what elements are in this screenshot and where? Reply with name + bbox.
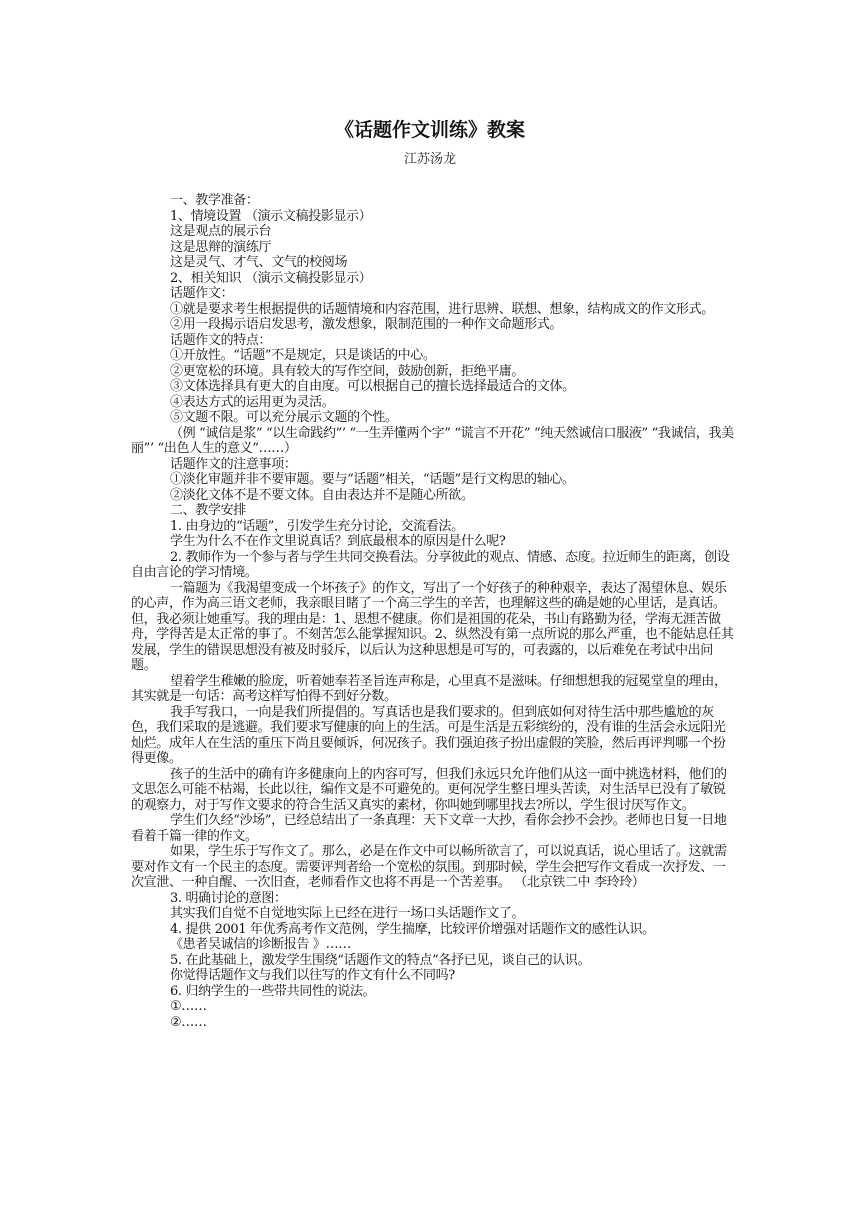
paragraph: ⑤文题不限。可以充分展示文题的个性。 bbox=[170, 410, 398, 425]
paragraph: 这是观点的展示台 bbox=[170, 224, 272, 239]
paragraph: 二、教学安排 bbox=[170, 503, 246, 518]
paragraph: 5. 在此基础上，激发学生围绕“话题作文的特点”各抒已见，谈自己的认识。 bbox=[170, 952, 591, 968]
paragraph: 话题作文： bbox=[170, 286, 234, 301]
paragraph: ①…… bbox=[170, 999, 207, 1014]
page-title: 《话题作文训练》教案 bbox=[334, 119, 525, 141]
paragraph: 1. 由身边的“话题”，引发学生充分讨论，交流看法。 bbox=[170, 518, 464, 534]
paragraph: 如果，学生乐于写作文了。那么，必是在作文中可以畅所欲言了，可以说真话，说心里话了。这就需要对作文有一个民主的态度。需要评判者给一个宽松的氛围。到那时候，学生会把写作文看成一次抒发、一次宣泄、一种自醒、一次旧查，老师看作文也将不再是一个苦差事。 （北京铁二中 李玲玲） bbox=[131, 844, 727, 890]
paragraph: 我手写我口，一向是我们所提倡的。写真话也是我们要求的。但到底如何对待生活中那些尴尬的灰色，我们采取的是逃避。我们要求写健康的向上的生活。可是生活是五彩缤纷的，没有谁的生活会永远阳光灿烂。成年人在生活的重压下尚且要倾诉，何况孩子。我们强迫孩子扮出虚假的笑脸，然后再评判哪一个扮得更像。 bbox=[131, 704, 726, 766]
paragraph: 其实我们自觉不自觉地实际上已经在进行一场口头话题作文了。 bbox=[170, 906, 525, 921]
paragraph: 4. 提供 2001 年优秀高考作文范例，学生揣摩，比较评价增强对话题作文的感性认识。 bbox=[170, 921, 655, 937]
paragraph: 1、情境设置 （演示文稿投影显示） bbox=[170, 208, 372, 224]
author-line: 江苏汤龙 bbox=[403, 152, 456, 167]
paragraph: ④表达方式的运用更为灵活。 bbox=[170, 394, 335, 410]
paragraph: 这是灵气、才气、文气的校阅场 bbox=[170, 255, 348, 270]
paragraph: 6. 归纳学生的一些带共同性的说法。 bbox=[170, 983, 376, 999]
paragraph: 这是思辩的演练厅 bbox=[170, 239, 272, 255]
paragraph: 3. 明确讨论的意图： bbox=[170, 890, 287, 906]
paragraph: ①就是要求考生根据提供的话题情境和内容范围，进行思辨、联想、想象，结构成文的作文形式。 bbox=[170, 301, 714, 317]
paragraph: ②更宽松的环境。具有较大的写作空间，鼓励创新，拒绝平庸。 bbox=[170, 363, 525, 379]
paragraph: （例 “诚信是浆” “以生命践约”’ “一生弄懂两个字” “谎言不开花” “纯天然诚信口服液” “我诚信，我美丽”’ “出色人生的意义”……） bbox=[131, 425, 734, 456]
paragraph: ①淡化审题并非不要审题。要与“话题”相关，“话题”是行文构思的轴心。 bbox=[170, 472, 575, 487]
paragraph: 一篇题为《我渴望变成一个坏孩子》的作文，写出了一个好孩子的种种艰辛，表达了渴望休息、娱乐的心声，作为高三语文老师，我亲眼目睹了一个高三学生的辛苦，也理解这些的确是她的心里话，是真话。但，我必须让她重写。我的理由是：1、思想不健康。你们是祖国的花朵，书山有路勤为径，学海无涯苦做舟，学得苦是太正常的事了。不刻苦怎么能掌握知识。2、纵然没有第一点所说的那么严重，也不能姑息任其发展，学生的错误思想没有被及时驳斥，以后认为这种思想是可写的，可表露的，以后难免在考试中出问题。 bbox=[131, 580, 734, 673]
paragraph: ②…… bbox=[170, 1014, 207, 1030]
paragraph: 孩子的生活中的确有许多健康向上的内容可写，但我们永远只允许他们从这一面中挑选材料，他们的文思怎么可能不枯竭，长此以往，编作文是不可避免的。更何况学生整日埋头苦读，对生活早已没有了敏锐的观察力，对于写作文要求的符合生活又真实的素材，你叫她到哪里找去?所以，学生很讨厌写作文。 bbox=[131, 766, 727, 813]
document-body bbox=[131, 193, 735, 1030]
paragraph: 学生为什么不在作文里说真话？到底最根本的原因是什么呢? bbox=[170, 534, 506, 549]
paragraph: ②淡化文体不是不要文体。自由表达并不是随心所欲。 bbox=[170, 487, 474, 503]
paragraph: 一、教学准备： bbox=[170, 193, 259, 208]
paragraph: 学生们久经“沙场”，已经总结出了一条真理：天下文章一大抄，看你会抄不会抄。老师也日复一日地看着千篇一律的作文。 bbox=[131, 813, 727, 844]
paragraph: 《患者吴诚信的诊断报告 》…… bbox=[170, 937, 351, 952]
paragraph: 2、相关知识 （演示文稿投影显示） bbox=[170, 270, 372, 286]
paragraph: 你觉得话题作文与我们以往写的作文有什么不同吗? bbox=[170, 968, 455, 983]
paragraph: 话题作文的注意事项： bbox=[170, 456, 297, 472]
paragraph: 话题作文的特点： bbox=[170, 332, 272, 348]
paragraph: 望着学生稚嫩的脸庞，听着她奉若圣旨连声称是，心里真不是滋味。仔细想想我的冠冕堂皇的理由，其实就是一句话：高考这样写怕得不到好分数。 bbox=[131, 673, 727, 704]
paragraph: ②用一段揭示语启发思考，激发想象，限制范围的一种作文命题形式。 bbox=[170, 317, 563, 332]
paragraph: ①开放性。“话题”不是规定，只是谈话的中心。 bbox=[170, 348, 436, 363]
paragraph: ③文体选择具有更大的自由度。可以根据自己的擅长选择最适合的文体。 bbox=[170, 379, 575, 394]
paragraph: 2. 教师作为一个参与者与学生共同交换看法。分享彼此的观点、情感、态度。拉近师生的距离，创设自由言论的学习情境。 bbox=[131, 549, 730, 580]
